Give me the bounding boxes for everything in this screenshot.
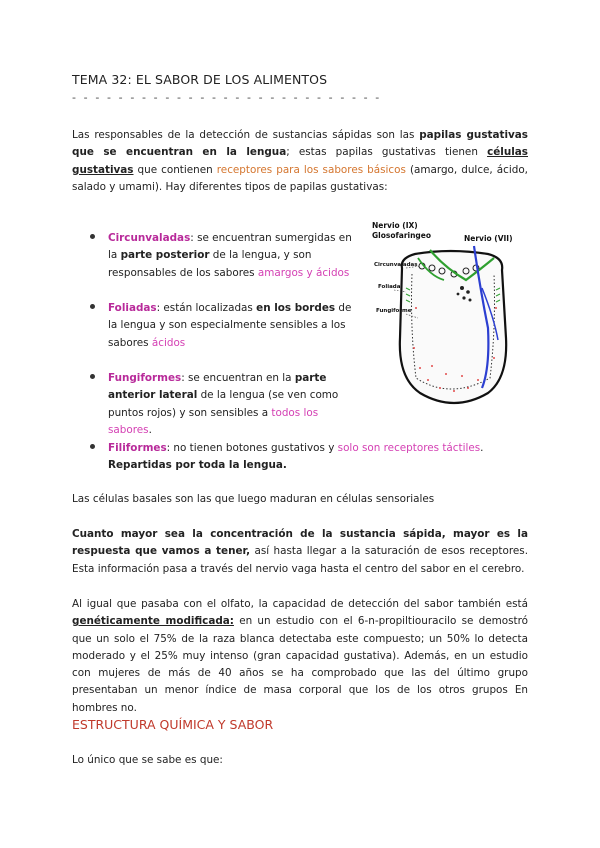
bullet-text: : se encuentran en la (181, 372, 295, 384)
bullet-text: : se encuentran sumergidas en la (108, 232, 352, 262)
genetic-underlined: genéticamente modificada: (72, 615, 234, 628)
label-nervio-vii: Nervio (VII) (464, 234, 513, 243)
label-fungiforme: Fungiforme (376, 308, 412, 314)
bullet-dot (90, 444, 95, 449)
tongue-diagram (370, 221, 530, 408)
section-heading: ESTRUCTURA QUÍMICA Y SABOR (72, 717, 274, 732)
intro-text-1: Las responsables de la detección de sustancias sápidas son las (72, 129, 420, 141)
intro-underlined: células gustativas (72, 146, 528, 176)
page-title: TEMA 32: EL SABOR DE LOS ALIMENTOS (72, 72, 328, 87)
bullet-term: Circunvaladas (108, 232, 191, 244)
basal-cells-paragraph: Las células basales son las que luego maduran en células sensoriales (72, 493, 435, 505)
concentration-text: así hasta llegar a la saturación de esos receptores. Esta información pasa a través del nervio vaga hasta el centro del sabor en el cerebro. (72, 545, 528, 575)
intro-highlight: receptores para los sabores básicos (216, 163, 406, 176)
concentration-paragraph (72, 526, 528, 578)
label-glosofaringeo: Glosofaringeo (372, 231, 432, 240)
intro-paragraph (72, 127, 528, 196)
tongue-illustration (370, 228, 530, 408)
bullet-text: de la lengua (se ven como puntos rojos) y son sensibles a (108, 389, 339, 419)
bullet-bold: parte posterior (120, 249, 210, 262)
bullet-dot (90, 304, 95, 309)
bullet-highlight: ácidos (151, 336, 186, 349)
bullet-text: de la lengua, y son responsables de los sabores (108, 249, 312, 279)
bullet-text: : no tienen botones gustativos y (166, 442, 338, 454)
bullet-bold: parte anterior lateral (108, 372, 327, 402)
bullet-term: Filiformes (108, 442, 167, 454)
bullet-dot (90, 374, 95, 379)
bullet-highlight: amargos y ácidos (257, 266, 350, 279)
bullet-dot (90, 234, 95, 239)
bullet-term: Fungiformes (108, 372, 182, 384)
title-separator: - - - - - - - - - - - - - - - - - - - - - - - - - - - (72, 91, 382, 104)
bullet-highlight: solo son receptores táctiles (337, 442, 481, 454)
bullet-text: . (148, 423, 152, 436)
bullet-text: de la lengua y son especialmente sensibles a los sabores (108, 302, 352, 349)
label-nervio-ix: Nervio (IX) (372, 221, 418, 230)
genetic-text-1: Al igual que pasaba con el olfato, la capacidad de detección del sabor también está (72, 598, 528, 610)
genetic-paragraph (72, 596, 528, 717)
bullet-term: Foliadas (108, 302, 157, 314)
bullet-highlight: todos los sabores (108, 406, 319, 436)
bullet-text: : están localizadas (156, 302, 257, 314)
genetic-text-2: en un estudio con el 6-n-propiltiouracilo se demostró que un solo el 75% de la raza blanca detectaba este compuesto; un 50% lo detecta moderado y el 25% muy intenso (gran capacidad gustativa). Además, en un estudio con mujeres de más de 40 años se ha comprobado que las del último grupo presentaban un menor índice de masa corporal que los de los otros grupos En hombres no. (72, 615, 528, 714)
bullet-text: . (480, 442, 484, 454)
label-foliada: Foliada (378, 284, 401, 290)
label-circunvaladas: Circunvaladas (374, 262, 418, 268)
bullet-bold: Repartidas por toda la lengua. (108, 459, 287, 472)
bullet-bold: en los bordes (256, 302, 336, 314)
intro-text-2: ; estas papilas gustativas tienen (286, 146, 488, 159)
concentration-bold: Cuanto mayor sea la concentración de la sustancia sápida, mayor es la respuesta que vamos a tener, (72, 528, 528, 558)
intro-bold-1: papilas gustativas que se encuentran en la lengua (72, 129, 528, 159)
intro-text-4: (amargo, dulce, ácido, salado y umami). Hay diferentes tipos de papilas gustativas: (72, 163, 528, 193)
closing-line: Lo único que se sabe es que: (72, 754, 223, 766)
intro-text-3: que contienen (133, 163, 217, 176)
tongue-outline (400, 251, 506, 403)
